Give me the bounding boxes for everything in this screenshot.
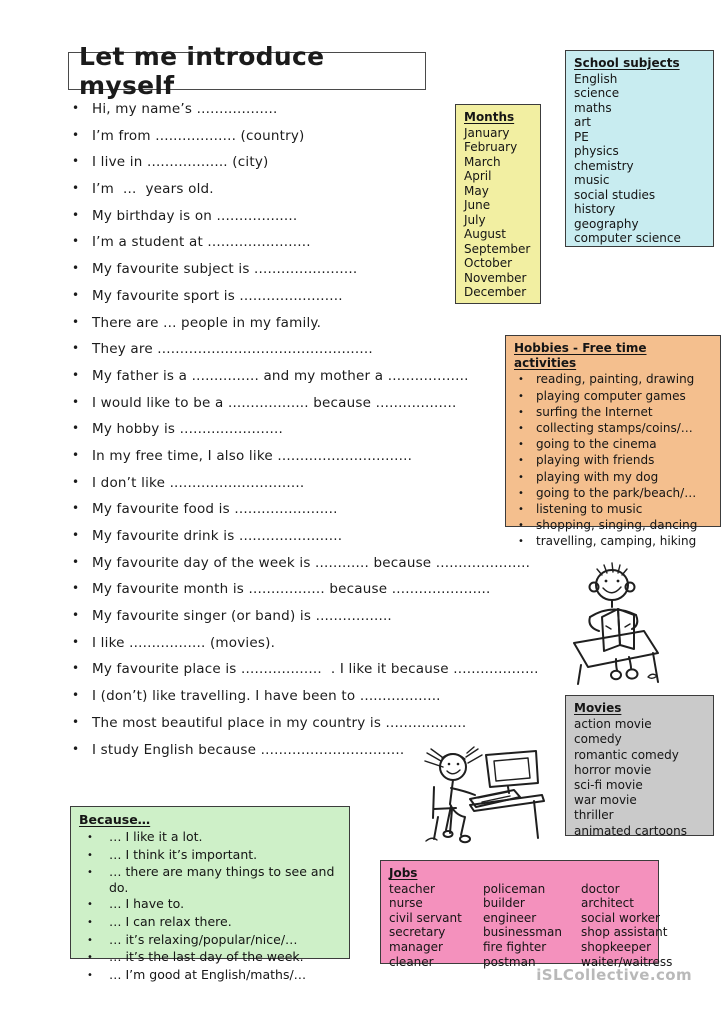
hobby-item-text: going to the cinema [536, 437, 657, 452]
bullet-icon: • [72, 127, 80, 142]
month-item: July [464, 212, 486, 227]
bullet-icon: • [72, 661, 80, 676]
bullet-icon: • [72, 101, 80, 115]
bullet-icon: • [72, 154, 80, 169]
bullet-icon: • [72, 528, 80, 542]
bullet-icon: • [87, 898, 93, 910]
bullet-icon: • [72, 287, 80, 302]
jobs-column-3 [581, 882, 672, 970]
movies-box-title: Movies [574, 701, 622, 715]
sentence-starter [72, 715, 612, 742]
sentence-starter [72, 581, 612, 608]
bullet-icon: • [72, 181, 80, 196]
hobby-item-text: playing with my dog [536, 469, 659, 484]
bullet-icon: • [518, 439, 524, 451]
job-item: doctor [581, 881, 620, 896]
hobby-item-text: playing with friends [536, 453, 655, 468]
sentence-starter-text: Hi, my name’s .................. [92, 101, 278, 117]
school-subject-item: art [574, 115, 591, 129]
because-item [79, 896, 341, 914]
bullet-icon: • [87, 831, 93, 843]
reading-boy-doodle [560, 558, 670, 688]
bullet-icon: • [518, 455, 524, 467]
sentence-starter-text: I’m from .................. (country) [92, 127, 305, 144]
because-item-text: … there are many things to see and do. [109, 864, 335, 896]
jobs-box [380, 860, 673, 969]
month-item: November [464, 270, 527, 285]
because-item-text: … I’m good at English/maths/… [109, 967, 307, 983]
hobby-item [514, 470, 712, 486]
hobby-item [514, 534, 712, 550]
bullet-icon: • [72, 581, 80, 596]
because-item-text: … it’s the last day of the week. [109, 949, 304, 965]
bullet-icon: • [518, 520, 524, 532]
jobs-box-title: Jobs [389, 866, 418, 880]
sentence-starter [72, 635, 612, 662]
bullet-icon: • [72, 367, 80, 382]
bullet-icon: • [87, 916, 93, 928]
sentence-starter-text: I’m ... years old. [92, 181, 214, 198]
page-title: Let me introduce myself [79, 42, 325, 100]
movie-item: sci-fi movie [574, 778, 643, 793]
job-item: postman [483, 954, 536, 969]
hobby-item [514, 437, 712, 453]
movie-item: animated cartoons [574, 823, 687, 838]
bullet-icon: • [72, 501, 80, 516]
because-item [79, 949, 341, 967]
bullet-icon: • [72, 261, 80, 276]
school-subject-item: chemistry [574, 158, 634, 173]
hobby-item-text: playing computer games [536, 388, 686, 403]
school-subject-item: computer science [574, 231, 681, 245]
school-subject-item: PE [574, 129, 589, 144]
sentence-starter-text: I like ................. (movies). [92, 634, 276, 651]
hobby-item [514, 518, 712, 534]
because-box-title: Because… [79, 812, 151, 827]
school-subject-item: science [574, 86, 620, 100]
hobby-item-text: reading, painting, drawing [536, 372, 695, 387]
bullet-icon: • [72, 634, 80, 649]
job-item: cleaner [389, 954, 434, 969]
sentence-starter-text: My favourite sport is ....................... [92, 287, 343, 304]
because-item [79, 932, 341, 950]
because-item-text: … I can relax there. [109, 913, 232, 929]
because-item [79, 864, 341, 896]
sentence-starter-text: My father is a ............... and my mother a .................. [92, 367, 469, 384]
sentence-starter [72, 608, 612, 635]
movie-item: action movie [574, 717, 652, 732]
bullet-icon: • [518, 390, 524, 402]
bullet-icon: • [72, 608, 80, 623]
movie-item: thriller [574, 808, 614, 823]
bullet-icon: • [72, 234, 80, 249]
job-item: shopkeeper [581, 939, 652, 954]
bullet-icon: • [518, 406, 524, 418]
sentence-starter [72, 688, 612, 715]
school-subjects-box [565, 50, 714, 247]
school-subject-item: history [574, 202, 616, 216]
because-item [79, 914, 341, 932]
bullet-icon: • [72, 554, 80, 569]
bullet-icon: • [518, 504, 524, 516]
bullet-icon: • [72, 447, 80, 462]
sentence-starter-text: I live in .................. (city) [92, 154, 269, 171]
bullet-icon: • [87, 970, 93, 982]
sentence-starter-text: I would like to be a .................. because .................. [92, 394, 457, 411]
hobby-item-text: going to the park/beach/… [536, 485, 697, 500]
sentence-starter-text: My hobby is ....................... [92, 421, 283, 438]
month-item: May [464, 183, 489, 198]
jobs-columns [389, 881, 673, 970]
hobby-item [514, 389, 712, 405]
bullet-icon: • [87, 934, 93, 946]
page-title-box [68, 42, 426, 100]
bullet-icon: • [72, 714, 80, 729]
hobby-item-text: shopping, singing, dancing [536, 518, 698, 533]
job-item: manager [389, 939, 443, 954]
bullet-icon: • [518, 423, 524, 435]
jobs-column-2 [483, 882, 577, 970]
hobby-item [514, 486, 712, 502]
sentence-starter-text: There are ... people in my family. [92, 314, 322, 331]
movie-item: horror movie [574, 762, 652, 777]
girl-at-computer-doodle [420, 742, 548, 852]
month-item: October [464, 256, 513, 270]
bullet-icon: • [72, 474, 80, 489]
sentence-starter-text: My favourite drink is ....................... [92, 528, 343, 544]
school-subject-item: English [574, 71, 618, 86]
job-item: builder [483, 896, 525, 911]
hobby-item [514, 421, 712, 437]
movie-item: comedy [574, 732, 622, 747]
bullet-icon: • [72, 341, 80, 356]
bullet-icon: • [518, 471, 524, 483]
hobby-item-text: travelling, camping, hiking [536, 534, 697, 549]
sentence-starter-text: My favourite day of the week is ............ because ..................... [92, 554, 531, 571]
months-box [455, 104, 541, 304]
because-list [79, 829, 341, 985]
school-subject-item: social studies [574, 187, 656, 202]
month-item: June [464, 198, 491, 212]
school-subject-item: geography [574, 216, 639, 231]
job-item: engineer [483, 910, 537, 925]
bullet-icon: • [87, 867, 93, 879]
school-subjects-box-title: School subjects [574, 56, 680, 70]
sentence-starter [72, 661, 612, 688]
sentence-starter-text: My favourite place is .................. . I like it because ................... [92, 661, 539, 678]
job-item: social worker [581, 910, 660, 925]
bullet-icon: • [518, 536, 524, 548]
sentence-starter-text: I (don’t) like travelling. I have been to .................. [92, 688, 441, 705]
watermark: iSLCollective.com [536, 966, 692, 984]
sentence-starter-text: I study English because ................................ [92, 741, 405, 758]
month-item: September [464, 241, 531, 256]
job-item: businessman [483, 925, 562, 940]
month-item: April [464, 169, 492, 183]
because-item-text: … I have to. [109, 895, 185, 911]
job-item: fire fighter [483, 939, 547, 954]
job-item: waiter/waitress [581, 954, 673, 969]
month-item: August [464, 227, 506, 241]
job-item: teacher [389, 881, 435, 896]
jobs-column-1 [389, 882, 479, 970]
movies-list [574, 717, 705, 839]
sentence-starter-text: In my free time, I also like .............................. [92, 447, 413, 464]
because-item-text: … I think it’s important. [109, 846, 258, 862]
sentence-starter-text: My favourite singer (or band) is ................. [92, 608, 392, 625]
hobby-item-text: listening to music [536, 502, 643, 517]
school-subject-item: maths [574, 100, 612, 115]
hobbies-list [514, 372, 712, 550]
bullet-icon: • [518, 487, 524, 499]
sentence-starter-text: My favourite food is ....................... [92, 501, 338, 518]
because-item [79, 829, 341, 847]
bullet-icon: • [87, 952, 93, 964]
bullet-icon: • [518, 374, 524, 386]
sentence-starter [72, 555, 612, 582]
sentence-starter-text: My favourite month is ................. because ...................... [92, 581, 491, 598]
bullet-icon: • [87, 849, 93, 861]
job-item: policeman [483, 881, 546, 896]
hobbies-box-title: Hobbies - Free time activities [514, 341, 647, 371]
months-list [464, 126, 532, 300]
hobby-item-text: collecting stamps/coins/… [536, 421, 693, 436]
hobby-item-text: surfing the Internet [536, 404, 653, 419]
sentence-starter-text: My favourite subject is ....................... [92, 261, 358, 278]
months-box-title: Months [464, 110, 515, 124]
because-item [79, 967, 341, 985]
sentence-starter-text: The most beautiful place in my country is .................. [92, 714, 467, 731]
month-item: January [464, 125, 510, 140]
because-box [70, 806, 350, 983]
sentence-starter-text: My birthday is on .................. [92, 207, 298, 224]
movie-item: war movie [574, 793, 637, 808]
hobby-item [514, 372, 712, 388]
bullet-icon: • [72, 314, 80, 329]
school-subject-item: physics [574, 144, 619, 158]
school-subjects-list [574, 72, 705, 246]
bullet-icon: • [72, 741, 80, 756]
month-item: March [464, 154, 501, 169]
job-item: nurse [389, 896, 423, 911]
because-item-text: … I like it a lot. [109, 828, 203, 844]
movie-item: romantic comedy [574, 747, 679, 762]
job-item: architect [581, 896, 634, 911]
hobby-item [514, 502, 712, 518]
hobby-item [514, 453, 712, 469]
movies-box [565, 695, 714, 836]
job-item: shop assistant [581, 925, 668, 940]
job-item: secretary [389, 925, 446, 940]
sentence-starter-text: I’m a student at ....................... [92, 234, 311, 251]
month-item: February [464, 140, 518, 154]
bullet-icon: • [72, 421, 80, 436]
hobby-item [514, 405, 712, 421]
month-item: December [464, 285, 527, 299]
bullet-icon: • [72, 207, 80, 222]
hobbies-box [505, 335, 721, 549]
sentence-starter-text: I don’t like .............................. [92, 474, 305, 491]
school-subject-item: music [574, 173, 610, 187]
job-item: civil servant [389, 910, 462, 925]
bullet-icon: • [72, 688, 80, 703]
because-item [79, 847, 341, 865]
sentence-starter-text: They are ................................................ [92, 341, 373, 358]
because-item-text: … it’s relaxing/popular/nice/… [109, 931, 298, 947]
bullet-icon: • [72, 394, 80, 409]
